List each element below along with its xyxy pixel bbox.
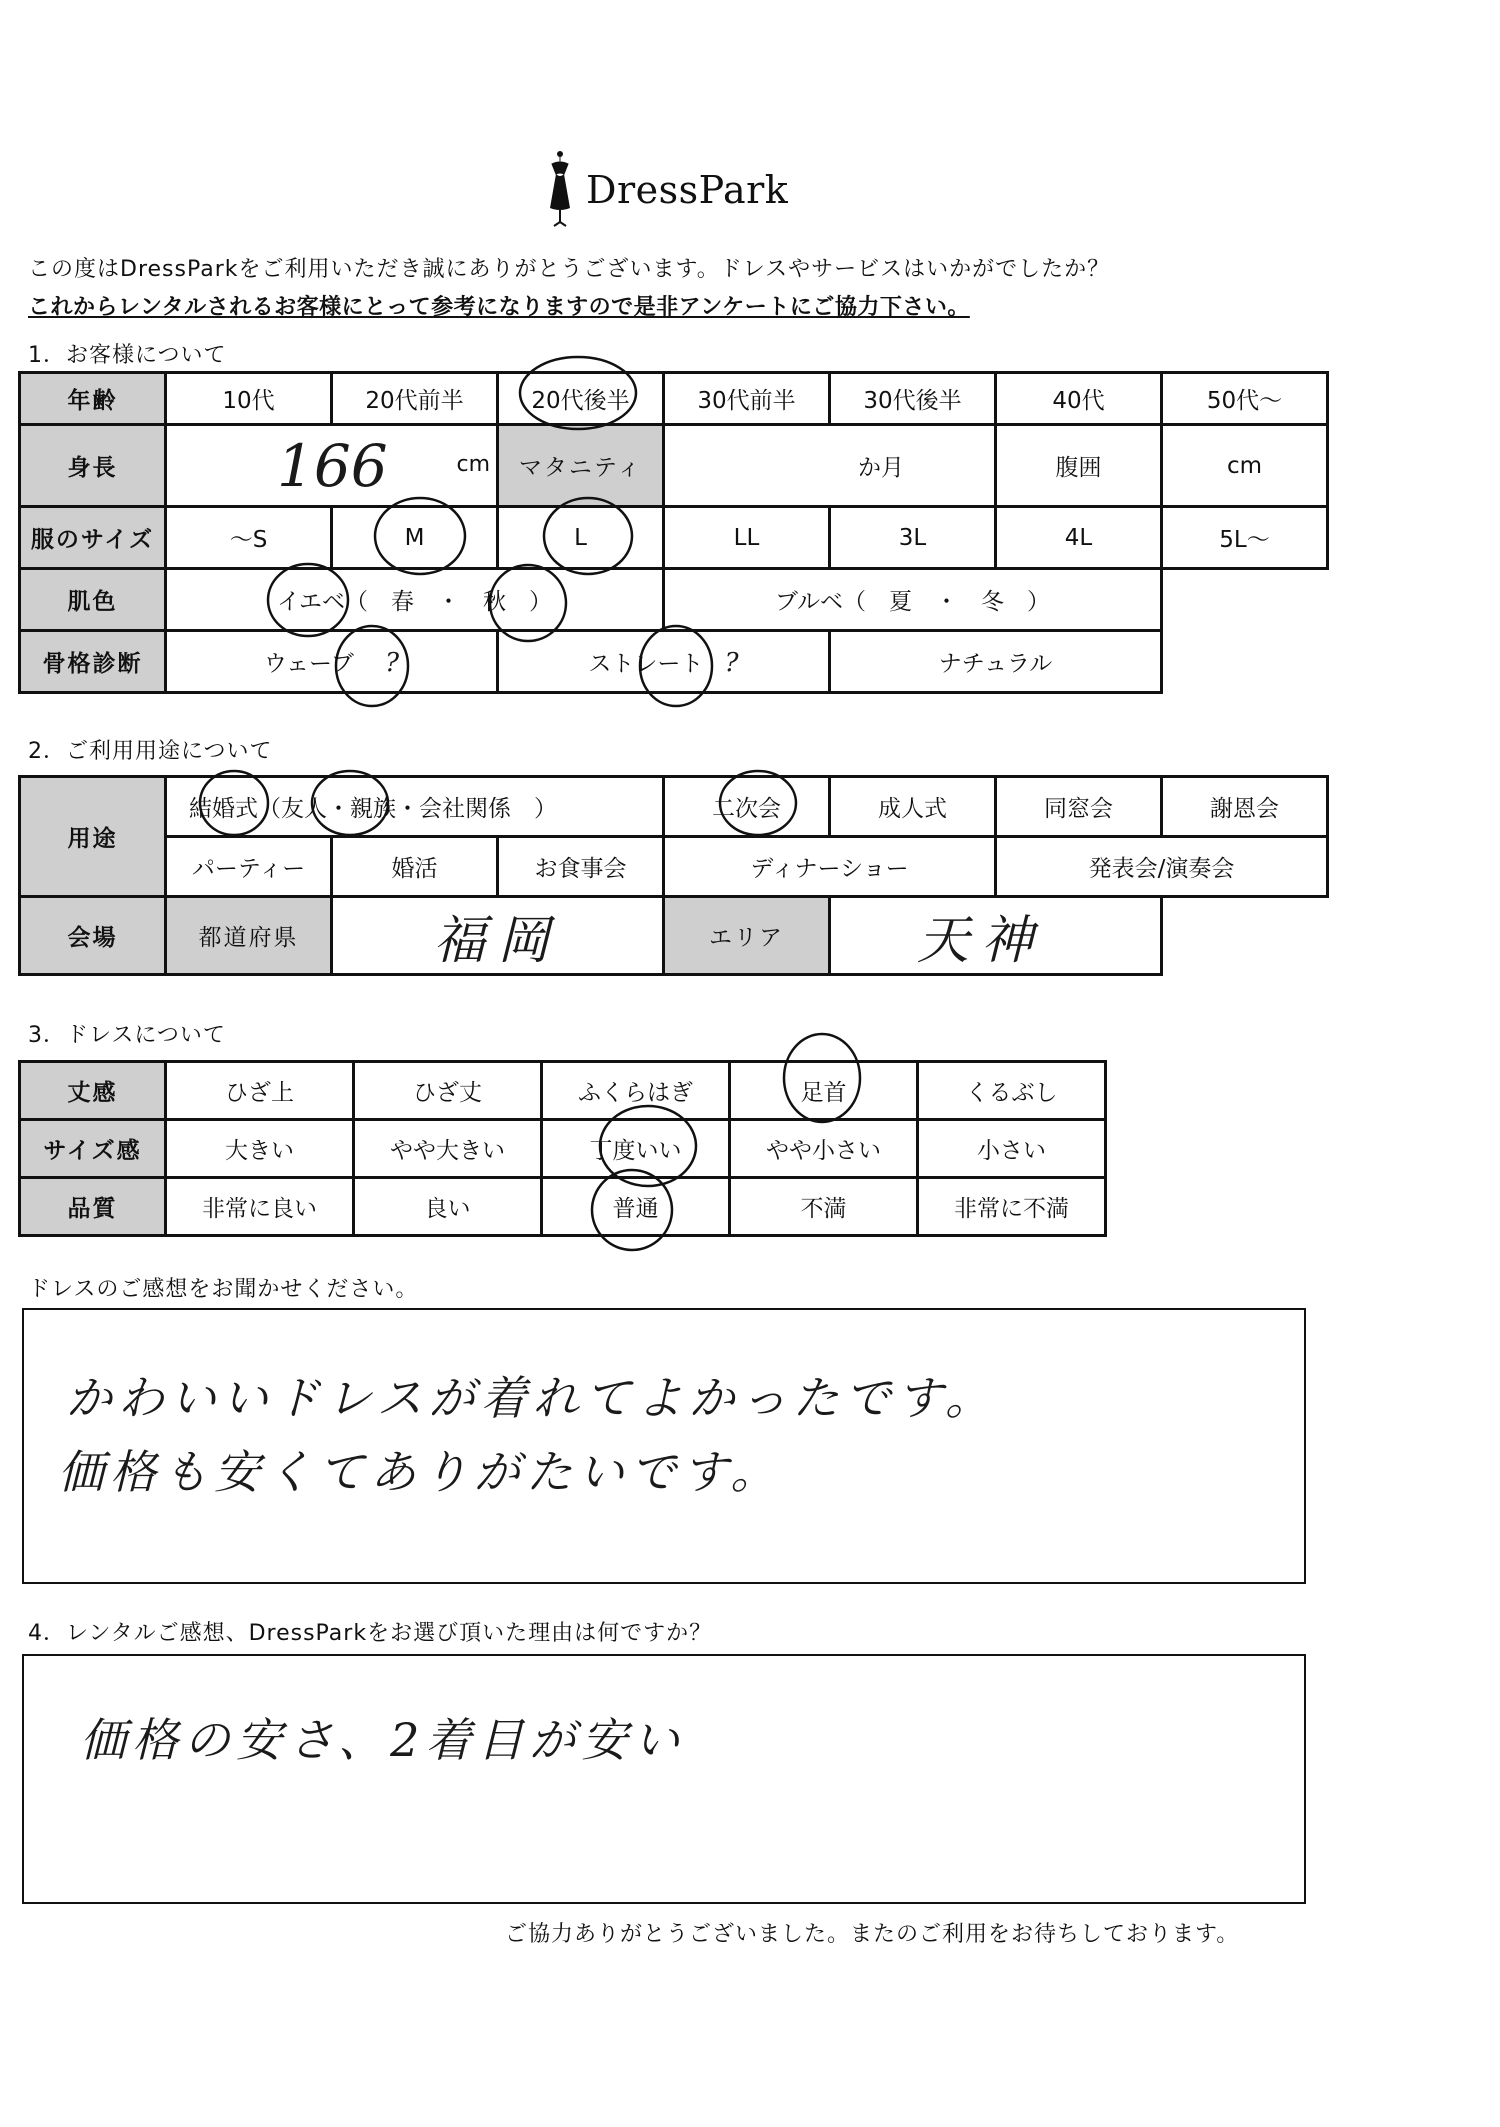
wedding-friend: 友人	[281, 796, 327, 822]
wedding-option[interactable]	[166, 777, 664, 837]
intro-line-1: この度はDressParkをご利用いただき誠にありがとうございます。ドレスやサービスはいかがでしたか？	[28, 257, 1111, 282]
purpose-option[interactable]: 同窓会	[996, 777, 1162, 837]
size-option[interactable]: ～S	[166, 507, 332, 569]
purpose-label: 用途	[20, 777, 166, 897]
purpose-table	[18, 775, 1329, 976]
age-row	[20, 373, 1328, 425]
wedding-label: 結婚式（	[189, 796, 281, 822]
comment-box[interactable]	[22, 1308, 1306, 1584]
frame-wave: ウェーブ	[263, 651, 354, 677]
size-option[interactable]: L	[498, 507, 664, 569]
section3-title: 3．ドレスについて	[28, 1023, 226, 1048]
frame-option[interactable]	[498, 631, 830, 693]
brand-logo	[540, 150, 800, 230]
frame-row	[20, 631, 1328, 693]
dress-row	[20, 1120, 1106, 1178]
age-option[interactable]: 20代前半	[332, 373, 498, 425]
purpose-row-2	[20, 837, 1328, 897]
length-option[interactable]: ひざ丈	[354, 1062, 542, 1120]
skin-blue-label: ブルベ	[774, 589, 844, 615]
handwritten-question: ?	[724, 648, 739, 678]
age-option[interactable]: 30代前半	[664, 373, 830, 425]
frame-label: 骨格診断	[20, 631, 166, 693]
fit-option[interactable]: 丁度いい	[542, 1120, 730, 1178]
quality-option[interactable]: 非常に不満	[918, 1178, 1106, 1236]
area-value[interactable]: 天神	[830, 897, 1162, 975]
length-option[interactable]: くるぶし	[918, 1062, 1106, 1120]
purpose-option[interactable]: 二次会	[664, 777, 830, 837]
maternity-months[interactable]: か月	[664, 425, 996, 507]
purpose-option[interactable]: パーティー	[166, 837, 332, 897]
quality-option[interactable]: 良い	[354, 1178, 542, 1236]
size-option[interactable]: M	[332, 507, 498, 569]
brand-name: DressPark	[586, 168, 789, 212]
size-row	[20, 507, 1328, 569]
purpose-option[interactable]: 婚活	[332, 837, 498, 897]
length-option[interactable]: ひざ上	[166, 1062, 354, 1120]
size-option[interactable]: LL	[664, 507, 830, 569]
purpose-option[interactable]: 発表会/演奏会	[996, 837, 1328, 897]
skin-label: 肌色	[20, 569, 166, 631]
skin-blue[interactable]	[664, 569, 1162, 631]
venue-row	[20, 897, 1328, 975]
size-option[interactable]: 5L～	[1162, 507, 1328, 569]
quality-label: 品質	[20, 1178, 166, 1236]
dress-row	[20, 1062, 1106, 1120]
skin-yellow-label: イエベ	[276, 589, 346, 615]
maternity-label: マタニティ	[498, 425, 664, 507]
customer-table	[18, 371, 1329, 694]
reason-box[interactable]	[22, 1654, 1306, 1904]
frame-option[interactable]: ナチュラル	[830, 631, 1162, 693]
dress-form-icon	[540, 150, 580, 230]
prefecture-label: 都道府県	[166, 897, 332, 975]
dress-row	[20, 1178, 1106, 1236]
skin-blue-seasons: （ 夏 ・ 冬 ）	[843, 589, 1051, 615]
comment-line-1: かわいいドレスが着れてよかったです。	[66, 1371, 997, 1425]
height-value: 166	[277, 432, 388, 500]
quality-option[interactable]: 普通	[542, 1178, 730, 1236]
length-option[interactable]: ふくらはぎ	[542, 1062, 730, 1120]
age-option[interactable]: 50代～	[1162, 373, 1328, 425]
waist-unit[interactable]: cm	[1162, 425, 1328, 507]
purpose-option[interactable]: 成人式	[830, 777, 996, 837]
skin-yellow[interactable]	[166, 569, 664, 631]
age-option[interactable]: 20代後半	[498, 373, 664, 425]
length-label: 丈感	[20, 1062, 166, 1120]
size-label: 服のサイズ	[20, 507, 166, 569]
frame-option[interactable]	[166, 631, 498, 693]
quality-option[interactable]: 非常に良い	[166, 1178, 354, 1236]
purpose-row-1	[20, 777, 1328, 837]
height-field[interactable]	[166, 425, 498, 507]
purpose-option[interactable]: お食事会	[498, 837, 664, 897]
fit-option[interactable]: 小さい	[918, 1120, 1106, 1178]
dress-table	[18, 1060, 1107, 1237]
length-option[interactable]: 足首	[730, 1062, 918, 1120]
comment-line-2: 価格も安くてありがたいです。	[58, 1445, 783, 1499]
purpose-option[interactable]: ディナーショー	[664, 837, 996, 897]
fit-option[interactable]: やや大きい	[354, 1120, 542, 1178]
handwritten-question: ?	[385, 648, 400, 678]
height-row	[20, 425, 1328, 507]
section1-title: 1．お客様について	[28, 343, 227, 368]
area-label: エリア	[664, 897, 830, 975]
age-option[interactable]: 10代	[166, 373, 332, 425]
purpose-option[interactable]: 謝恩会	[1162, 777, 1328, 837]
fit-option[interactable]: やや小さい	[730, 1120, 918, 1178]
section4-title: 4．レンタルご感想、DressParkをお選び頂いた理由は何ですか？	[28, 1621, 713, 1646]
footer-message: ご協力ありがとうございました。またのご利用をお待ちしております。	[505, 1922, 1240, 1947]
size-option[interactable]: 4L	[996, 507, 1162, 569]
height-unit: cm	[456, 452, 490, 477]
section2-title: 2．ご利用用途について	[28, 739, 273, 764]
intro-line-2: これからレンタルされるお客様にとって参考になりますので是非アンケートにご協力下さい。	[28, 295, 970, 320]
prefecture-value[interactable]: 福岡	[332, 897, 664, 975]
reason-answer: 価格の安さ、2着目が安い	[80, 1713, 686, 1767]
age-option[interactable]: 30代後半	[830, 373, 996, 425]
frame-straight: ストレート	[588, 651, 704, 677]
skin-row	[20, 569, 1328, 631]
fit-option[interactable]: 大きい	[166, 1120, 354, 1178]
fit-label: サイズ感	[20, 1120, 166, 1178]
height-label: 身長	[20, 425, 166, 507]
wedding-rest: ・親族・会社関係 ）	[327, 796, 557, 822]
quality-option[interactable]: 不満	[730, 1178, 918, 1236]
waist-label: 腹囲	[996, 425, 1162, 507]
venue-label: 会場	[20, 897, 166, 975]
size-option[interactable]: 3L	[830, 507, 996, 569]
comment-prompt: ドレスのご感想をお聞かせください。	[28, 1277, 419, 1302]
skin-yellow-seasons: （ 春 ・ 秋 ）	[345, 589, 553, 615]
age-label: 年齢	[20, 373, 166, 425]
age-option[interactable]: 40代	[996, 373, 1162, 425]
